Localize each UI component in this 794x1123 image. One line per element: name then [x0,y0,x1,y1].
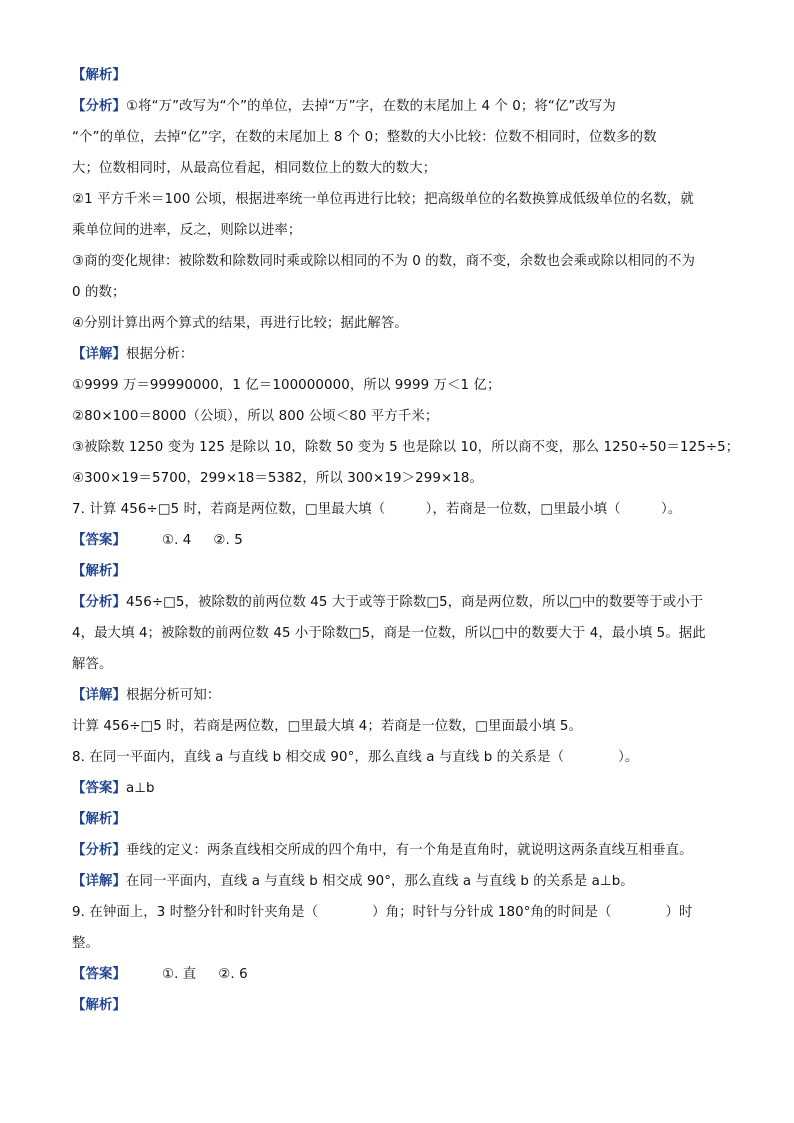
question-text-cont: 整。 [72,936,99,951]
text-line [72,97,732,117]
text-content: 大；位数相同时，从最高位看起，相同数位上的数大的数大； [72,161,437,176]
text-content: ③被除数 1250 变为 125 是除以 10，除数 50 变为 5 也是除以 10，所以商不变，那么 1250÷50＝125÷5； [72,440,740,455]
question-7 [72,500,732,520]
text-line [72,872,732,892]
answer-line [72,531,732,551]
document-page [72,66,740,1027]
fenxi-tag: 【分析】 [72,843,126,858]
text-line [72,252,732,272]
text-line [72,593,732,613]
text-line [72,934,732,954]
text-line [72,314,732,334]
text-content: 在同一平面内，直线 a 与直线 b 相交成 90°，那么直线 a 与直线 b 的关系是 a⊥b。 [125,874,634,889]
text-content: ②80×100＝8000（公顷），所以 800 公顷＜80 平方千米； [72,409,439,424]
text-line [72,686,732,706]
text-content: 计算 456÷□5 时，若商是两位数，□里最大填 4；若商是一位数，□里面最小填 5。 [72,719,582,734]
fenxi-tag: 【分析】 [72,99,126,114]
text-content: 根据分析可知： [125,688,221,703]
text-line [72,407,732,427]
text-line [72,469,732,489]
text-content: 乘单位间的进率，反之，则除以进率； [72,223,302,238]
xiangjie-tag: 【详解】 [72,874,126,889]
answer-2: ②. 5 [213,533,243,548]
xiangjie-tag: 【详解】 [72,347,126,362]
text-content: ④300×19＝5700，299×18＝5382，所以 300×19＞299×18。 [72,471,484,486]
analysis-heading: 【解析】 [72,68,126,83]
question-text: 7. 计算 456÷□5 时，若商是两位数，□里最大填（ ），若商是一位数，□里最小填（ ）。 [72,502,682,517]
answer-2: ②. 6 [218,967,248,982]
text-line [72,221,732,241]
analysis-heading: 【解析】 [72,812,126,827]
xiangjie-tag: 【详解】 [72,688,126,703]
answer-tag: 【答案】 [72,967,126,982]
answer-tag: 【答案】 [72,781,126,796]
question-text: 8. 在同一平面内，直线 a 与直线 b 相交成 90°，那么直线 a 与直线 b 的关系是（ ）。 [72,750,639,765]
answer-tag: 【答案】 [72,533,126,548]
text-content: 4，最大填 4；被除数的前两位数 45 小于除数□5，商是一位数，所以□中的数要大于 4，最小填 5。据此 [72,626,706,641]
text-content: 0 的数； [72,285,126,300]
question-8 [72,748,732,768]
text-line [72,283,732,303]
text-line [72,717,732,737]
analysis-heading: 【解析】 [72,998,126,1013]
fenxi-tag: 【分析】 [72,595,126,610]
text-content: 456÷□5，被除数的前两位数 45 大于或等于除数□5，商是两位数，所以□中的数要等于或小于 [125,595,704,610]
text-line [72,376,732,396]
text-line [72,128,732,148]
section-tag-line [72,810,732,830]
text-line [72,624,732,644]
section-tag-line [72,562,732,582]
section-tag-line [72,996,732,1016]
text-content: 垂线的定义：两条直线相交所成的四个角中，有一个角是直角时，就说明这两条直线互相垂直。 [125,843,693,858]
text-line [72,655,732,675]
text-line [72,159,732,179]
text-content: ④分别计算出两个算式的结果，再进行比较；据此解答。 [72,316,408,331]
question-text: 9. 在钟面上，3 时整分针和时针夹角是（ ）角；时针与分针成 180°角的时间是（ ）时 [72,905,693,920]
text-content: 根据分析： [125,347,194,362]
answer-line [72,779,732,799]
question-9 [72,903,732,923]
answer-1: ①. 4 [161,533,192,548]
text-line [72,190,732,210]
answer-1: ①. 直 [161,967,197,982]
text-content: ①将“万”改写为“个”的单位，去掉“万”字，在数的末尾加上 4 个 0；将“亿”改写为 [125,99,616,114]
text-content: 解答。 [72,657,113,672]
text-content: ①9999 万＝99990000，1 亿＝100000000，所以 9999 万＜1 亿； [72,378,501,393]
answer-text: a⊥b [125,781,155,796]
answer-line [72,965,732,985]
text-line [72,841,732,861]
text-line [72,345,732,365]
text-line [72,438,740,458]
section-tag-line [72,66,732,86]
text-content: “个”的单位，去掉“亿”字，在数的末尾加上 8 个 0；整数的大小比较：位数不相同时，位数多的数 [72,130,657,145]
text-content: ②1 平方千米＝100 公顷，根据进率统一单位再进行比较；把高级单位的名数换算成低级单位的名数，就 [72,192,694,207]
analysis-heading: 【解析】 [72,564,126,579]
text-content: ③商的变化规律：被除数和除数同时乘或除以相同的不为 0 的数，商不变，余数也会乘或除以相同的不为 [72,254,696,269]
